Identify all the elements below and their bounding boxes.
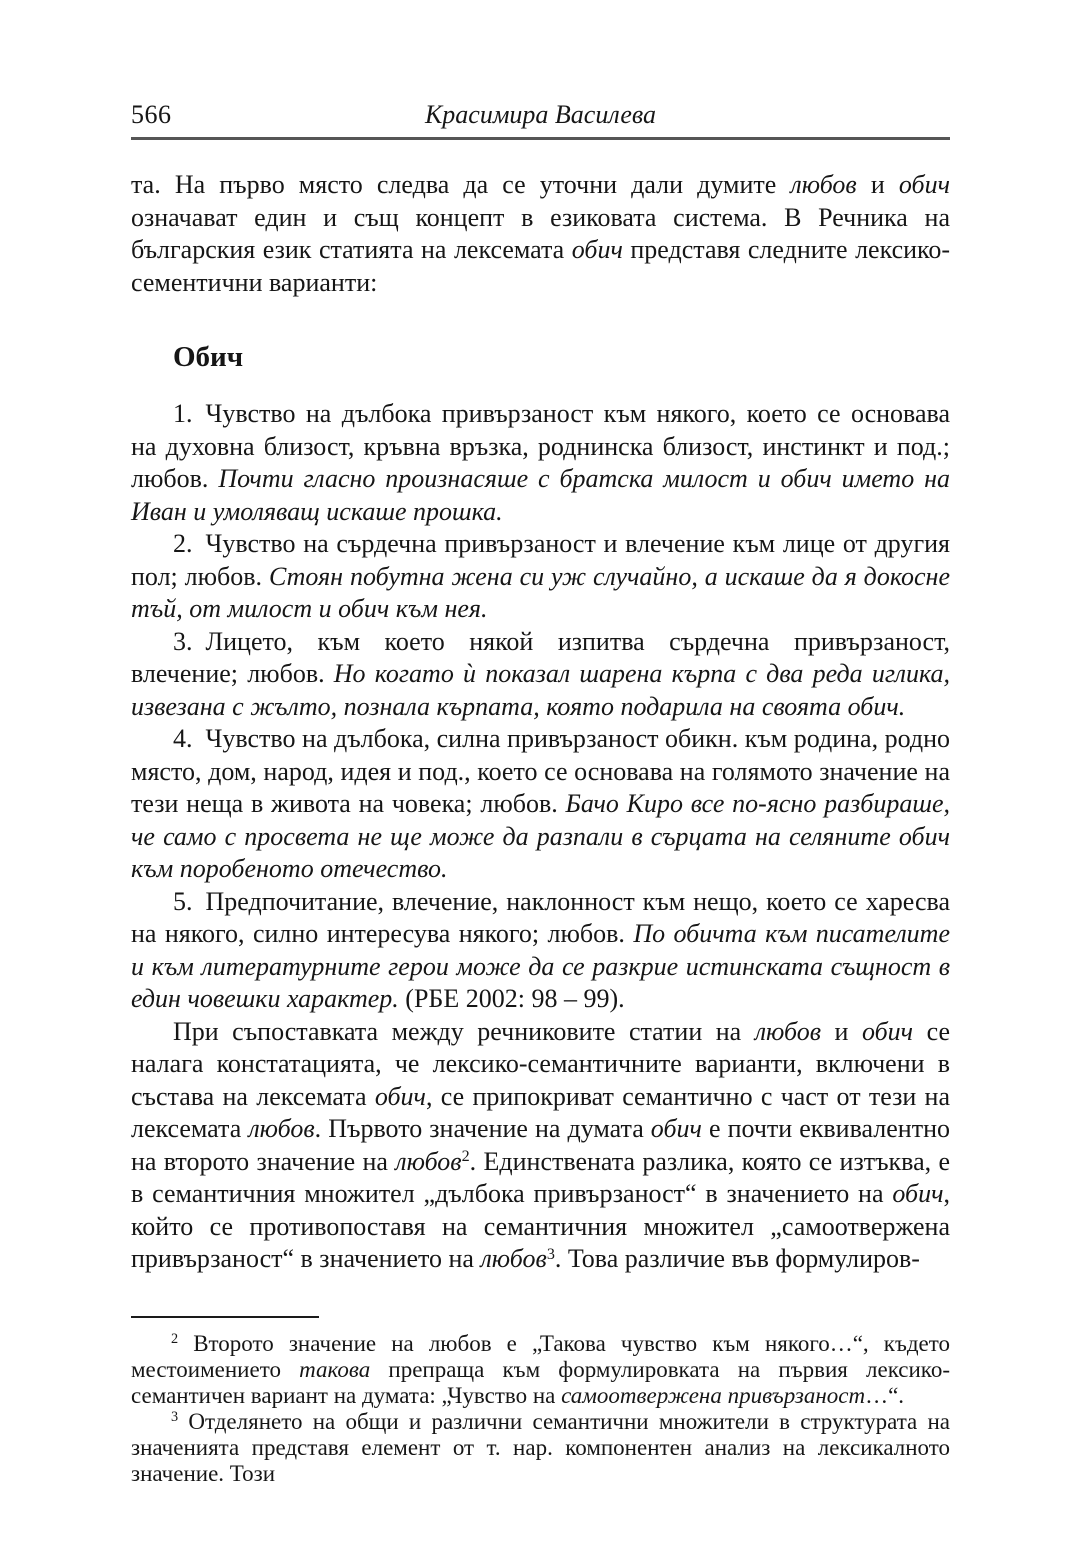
text-run: , който се противопоставя на семантичния множител „самоотвержена привързаност“ в значението на [131, 1179, 950, 1273]
paragraph-comparison [131, 1016, 950, 1276]
text-run: 2 [171, 1331, 179, 1348]
footnotes-section [131, 1316, 950, 1487]
text-run: е почти еквивалентно на второто значение на [131, 1114, 950, 1176]
page-number: 566 [131, 100, 172, 129]
definition-item-3 [131, 626, 950, 724]
text-run: обич [650, 1114, 702, 1143]
text-run: любов [395, 1146, 462, 1176]
header-rule [131, 137, 950, 140]
text-run: любов [248, 1114, 315, 1143]
text-run: . Това различие във формулиров- [554, 1244, 920, 1273]
text-run: 5. Предпочитание, влечение, наклонност към нещо, което се харесва на някого, силно интересува някого; любов. [131, 886, 950, 948]
text-run: 3 [546, 1245, 555, 1263]
text-run: самоотвержена привързаност [561, 1382, 866, 1408]
footnote-rule [131, 1316, 319, 1318]
text-run: 3 [171, 1409, 179, 1426]
definition-item-4 [131, 723, 950, 886]
text-run: 2 [461, 1148, 470, 1166]
text-run: се налага констатацията, че лексико-семантичните варианти, включени в състава на лексемата [131, 1016, 950, 1111]
text-run: 3. Лицето, към което някой изпитва сърдечна привързаност, влечение; любов. [131, 626, 950, 688]
definition-item-2 [131, 528, 950, 626]
text-run: любов [790, 170, 857, 199]
page-header [131, 100, 950, 133]
text-run: , се припокриват семантично с част от тези на лексемата [131, 1081, 950, 1143]
definition-item-1 [131, 398, 950, 528]
text-run: Стоян побутна жена си уж случайно, а искаше да я докосне тъй, от милост и обич към нея. [131, 561, 950, 623]
text-run: . Единствената разлика, която се изтъква, е в семантичния множител „дълбока привързаност“ в значението на [131, 1146, 950, 1208]
text-run: означават един и същ концепт в езиковата система. В Речника на българския език статията на лексемата [131, 202, 950, 264]
text-run: та. На първо място следва да се уточни дали думите [131, 170, 791, 199]
text-run: обич [898, 170, 950, 199]
definition-item-5 [131, 886, 950, 1016]
section-heading: Обич [173, 341, 244, 373]
text-run: обич [374, 1081, 426, 1111]
text-run: обич [861, 1016, 914, 1046]
text-run: любов [754, 1016, 822, 1046]
body-text [131, 169, 950, 1276]
text-run: препраща към формулировката на първия лексико-семантичен вариант на думата: „Чувство на [131, 1356, 950, 1408]
running-head: Красимира Василева [425, 100, 656, 129]
footnote-blocks [131, 1331, 950, 1487]
text-run: Отделянето на общи и различни семантични множители в структурата на значенията представя елемент от т. нар. компонентен анализ на лексикалното значение. Този [131, 1408, 950, 1486]
text-run: 2. Чувство на сърдечна привързаност и влечение към лице от другия пол; любов. [131, 529, 950, 591]
text-run: такова [299, 1356, 371, 1382]
footnote-3 [131, 1409, 950, 1487]
text-run: Но когато ѝ показал шарена кърпа с два реда иглика, извезана с жълто, познала кърпата, която подарила на своята обич. [131, 659, 950, 721]
text-run: и [856, 170, 899, 199]
text-run: 1. Чувство на дълбока привързаност към някого, което се основава на духовна близост, кръвна връзка, роднинска близост, инстинкт и под.; любов. [131, 399, 950, 493]
text-run: . Първото значение на думата [314, 1114, 651, 1143]
text-run: любов [480, 1244, 547, 1273]
text-run: и [821, 1016, 862, 1046]
text-run: обич [571, 235, 623, 264]
text-run: 4. Чувство на дълбока, силна привързаност обикн. към родина, родно място, дом, народ, идея и под., което се основава на голямото значение на тези неща в живота на човека; любов. [131, 724, 950, 818]
text-run: представя следните лексико-сементични варианти: [131, 235, 950, 297]
text-run: По обичта към писателите и към литературните герои може да се разкрие истинската същност в един човешки характер. [131, 919, 950, 1013]
paragraph-continuation [131, 169, 950, 299]
text-run: обич [892, 1179, 944, 1208]
footnote-2 [131, 1331, 950, 1409]
text-run: Почти гласно произнасяше с братска милост и обич името на Иван и умоляващ искаше прошка. [131, 464, 951, 526]
text-run: (РБЕ 2002: 98 – 99). [398, 984, 625, 1013]
text-run: …“. [865, 1382, 905, 1408]
text-run: Второто значение на любов е „Такова чувство към някого…“, където местоимението [131, 1330, 950, 1382]
text-run: При съпоставката между речниковите статии на [173, 1016, 755, 1046]
text-run: Бачо Киро все по-ясно разбираше, че само с просвета не ще може да разпали в сърцата на селяните обич към поробеното отечество. [131, 789, 950, 883]
